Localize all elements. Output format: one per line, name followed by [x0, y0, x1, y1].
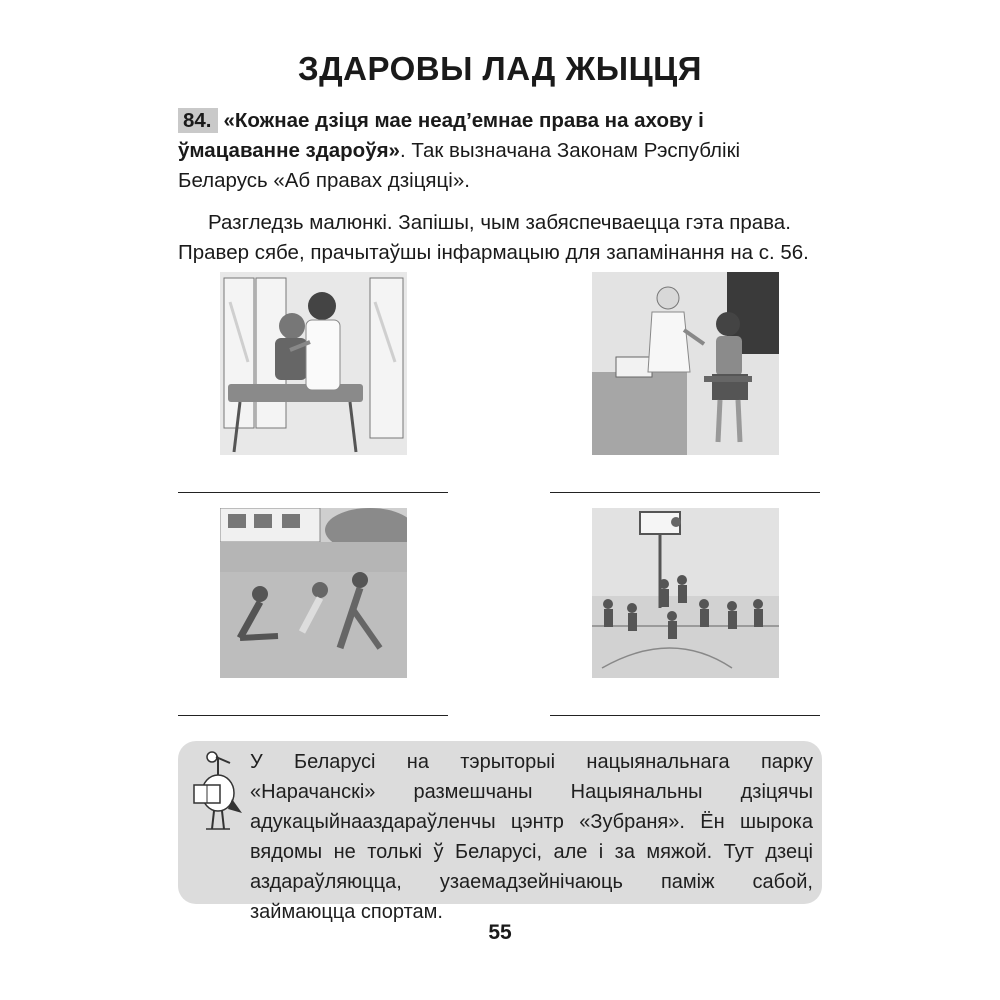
answer-line-2[interactable]	[550, 492, 820, 493]
task-paragraph	[178, 106, 828, 196]
answer-line-4[interactable]	[550, 715, 820, 716]
vaccination-illustration	[592, 272, 779, 455]
page-number: 55	[488, 921, 512, 944]
info-text: У Беларусі на тэрыторыі нацыянальнага парку «Нарачанскі» размешчаны Нацыянальны дзіцячы адукацыйнааздараўленчы цэнтр «Зубраня». Ён шырока вядомы не толькі ў Беларусі, але і за мяжой. Тут дзеці аздараўляюцца, узаемадзейнічаюць паміж сабой, займаюцца спортам.	[250, 751, 813, 923]
answer-line-1[interactable]	[178, 492, 448, 493]
task-number: 84.	[178, 108, 218, 133]
basketball-gym-illustration	[592, 508, 779, 678]
morning-exercise-illustration	[220, 508, 407, 678]
info-box	[178, 741, 822, 923]
task-quote: «Кожнае дзіця мае неад’емнае права на ахову і ўмацаванне здароўя»	[178, 109, 704, 162]
task-block	[178, 106, 828, 268]
page-title: ЗДАРОВЫ ЛАД ЖЫЦЦЯ	[297, 50, 703, 87]
task-instruction: Разгледзь малюнкі. Запішы, чым забяспечваецца гэта права. Правер сябе, прачытаўшы інфармацыю для запамінання на с. 56.	[178, 211, 809, 264]
doctor-exam-illustration	[220, 272, 407, 455]
task-law-reference: . Так вызначана Законам Рэспублікі Беларусь «Аб правах дзіцяці».	[178, 139, 741, 192]
answer-line-3[interactable]	[178, 715, 448, 716]
stork-reading-icon	[188, 749, 244, 834]
